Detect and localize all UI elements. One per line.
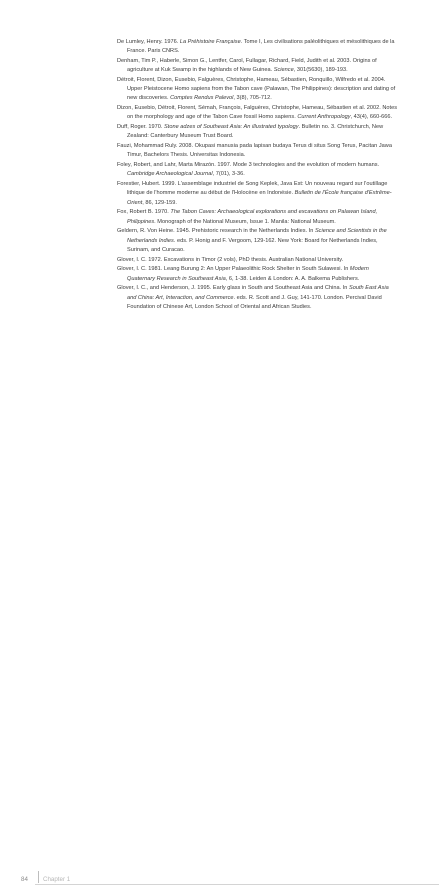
- reference-title: The Tabon Caves: Archaeological explorations and excavations on Palawan Island, Philippines: [127, 209, 378, 225]
- reference-text: Dizon, Eusebio, Détroit, Florent, Sémah, François, Falguères, Christophe, Hameau, Sébastien et al. 2002. Notes on the morphology and age of the Tabon Cave fossil Homo sapiens.: [117, 105, 397, 121]
- reference-text: . eds. R. Scott and J. Guy, 141-170. London. Percival David Foundation of Chinese Art, London School of Oriental and African Studies.: [127, 294, 382, 310]
- reference-title: Comptes Rendus Palevol: [170, 95, 234, 102]
- reference-text: Glover, I. C., and Henderson, J. 1995. Early glass in South and Southeast Asia and China. In: [117, 285, 349, 292]
- reference-title: Stone adzes of Southeast Asia: An illustrated typology: [164, 124, 299, 131]
- reference-entry: [117, 76, 397, 104]
- reference-title: La Préhistoire Française: [179, 39, 241, 45]
- reference-text: . Monograph of the National Museum, Issue 1. Manila: National Museum.: [154, 218, 336, 225]
- reference-text: Foley, Robert, and Lahr, Marta Mirazón. 1997. Mode 3 technologies and the evolution of modern humans.: [117, 162, 380, 169]
- reference-entry: [117, 208, 397, 226]
- reference-title: South East Asia and China: Art, Interaction, and Commerce: [127, 285, 389, 301]
- reference-text: Fauzi, Mohammad Ruly. 2008. Okupasi manusia pada lapisan budaya Terus di situs Song Terus, Pacitan Jawa Timur, Bachelors Thesis. Universitas Indonesia.: [117, 143, 392, 159]
- reference-text: , 3(8), 705-712.: [233, 95, 272, 102]
- reference-text: Fox, Robert B. 1970.: [117, 209, 171, 216]
- page-number: 84: [21, 876, 28, 883]
- reference-text: Glover, I. C. 1981. Leang Burung 2: An Upper Palaeolithic Rock Shelter in South Sulawesi. In: [117, 266, 350, 273]
- reference-list: [117, 38, 397, 313]
- reference-title: Bulletin de l'École française d'Extrême-Orient: [127, 190, 392, 206]
- reference-entry: [117, 284, 397, 312]
- reference-text: , 7(01), 3-36.: [212, 171, 245, 178]
- reference-entry: [117, 265, 397, 283]
- reference-title: Science and Scientists in the Netherlands Indies: [127, 228, 387, 244]
- reference-title: Science: [273, 67, 294, 74]
- footer-divider: [38, 871, 39, 883]
- page-footer: [0, 435, 439, 883]
- reference-text: De Lumley, Henry. 1976.: [117, 39, 180, 45]
- reference-text: , 6, 1-38. Leiden & London: A. A. Balkema Publishers.: [225, 275, 360, 282]
- reference-text: . Tome I, Les civilisations paléolithiques et mésolithiques de la France. Paris CNRS.: [127, 39, 395, 55]
- reference-entry: [117, 104, 397, 122]
- reference-title: Current Anthropology: [297, 114, 351, 121]
- reference-entry: [117, 57, 397, 75]
- reference-title: Modern Quaternary Research in Southeast Asia: [127, 266, 369, 282]
- reference-entry: [117, 227, 397, 255]
- reference-title: Cambridge Archaeological Journal: [127, 171, 213, 178]
- reference-entry: [117, 38, 397, 56]
- reference-entry: [117, 123, 397, 141]
- reference-text: Glover, I. C. 1972. Excavations in Timor (2 vols), PhD thesis. Australian National University.: [117, 256, 344, 263]
- reference-entry: [117, 161, 397, 179]
- reference-entry: [117, 256, 397, 265]
- reference-entry: [117, 142, 397, 160]
- reference-text: . eds. P. Honig and F. Vergoom, 129-162. New York: Board for Netherlands Indies, Surinam, and Curacao.: [127, 237, 378, 253]
- reference-text: Geldern, R. Von Heine. 1945. Prehistoric research in the Netherlands Indies. In: [117, 228, 315, 235]
- reference-text: , 86, 129-159.: [142, 199, 177, 206]
- reference-text: Détroit, Florent, Dizon, Eusebio, Falguères, Christophe, Hameau, Sébastien, Ronquillo, Wilfredo et al. 2004. Upper Pleistocene Homo sapiens from the Tabon cave (Palawan, The Philippines): description and dating of new discoveries.: [117, 77, 396, 102]
- reference-text: Duff, Roger. 1970.: [117, 124, 165, 131]
- reference-text: . Bulletin no. 3. Christchurch, New Zealand: Canterbury Museum Trust Board.: [127, 124, 384, 140]
- reference-text: Denham, Tim P., Haberle, Simon G., Lentfer, Carol, Fullagar, Richard, Field, Judith et al. 2003. Origins of agriculture at Kuk Swamp in the highlands of New Guinea.: [117, 58, 377, 74]
- reference-text: Forestier, Hubert. 1999. L'assemblage industriel de Song Keplek, Java Est: Un nouveau regard sur l'outillage lithique de l'homme moderne au début de l'Holocène en Indonésie.: [117, 181, 388, 197]
- reference-text: , 301(5630), 189-193.: [293, 67, 348, 74]
- chapter-label: Chapter 1: [43, 876, 71, 883]
- reference-text: , 43(4), 660-666.: [350, 114, 393, 121]
- reference-entry: [117, 180, 397, 208]
